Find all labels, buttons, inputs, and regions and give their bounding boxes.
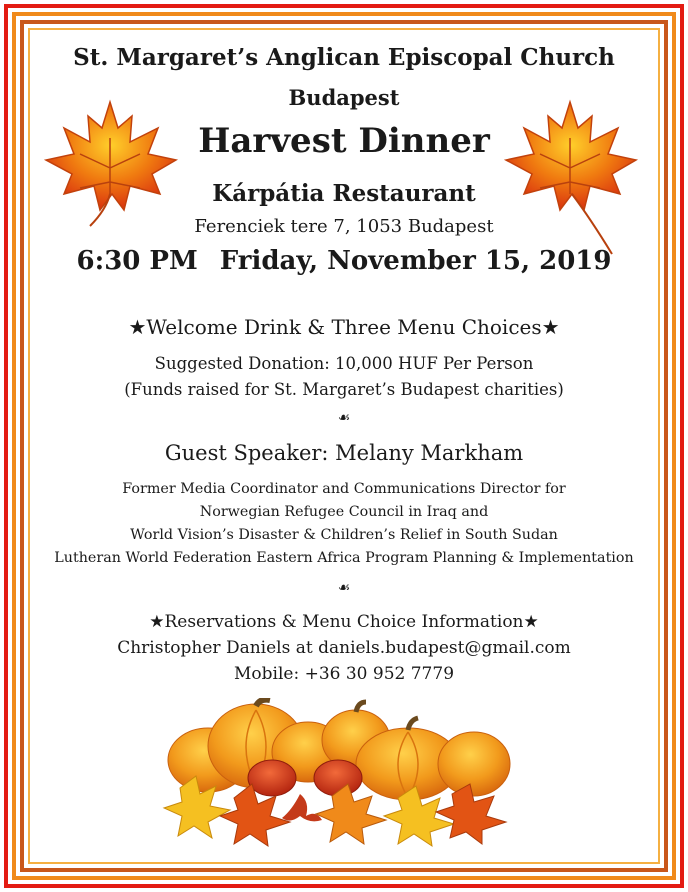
reservations-heading: ★Reservations & Menu Choice Information★ xyxy=(149,612,539,632)
church-name: St. Margaret’s Anglican Episcopal Church xyxy=(73,44,615,71)
funds-line: (Funds raised for St. Margaret’s Budapest charities) xyxy=(124,380,564,399)
speaker-bio-line: World Vision’s Disaster & Children’s Relief in South Sudan xyxy=(130,527,558,543)
mobile-line: Mobile: +36 30 952 7779 xyxy=(233,664,455,684)
ornament-divider: ☙ xyxy=(337,580,351,596)
welcome-line: ★Welcome Drink & Three Menu Choices★ xyxy=(128,315,560,339)
guest-speaker: Guest Speaker: Melany Markham xyxy=(164,441,524,465)
venue-name: Kárpátia Restaurant xyxy=(212,180,476,207)
venue-address: Ferenciek tere 7, 1053 Budapest xyxy=(194,216,494,237)
event-time: 6:30 PM xyxy=(76,246,198,276)
speaker-bio-line: Lutheran World Federation Eastern Africa Program Planning & Implementation xyxy=(54,550,634,566)
ornament-divider: ☙ xyxy=(337,410,351,426)
donation-line: Suggested Donation: 10,000 HUF Per Person xyxy=(154,354,534,373)
contact-line: Christopher Daniels at daniels.budapest@gmail.com xyxy=(117,638,571,658)
event-date: Friday, November 15, 2019 xyxy=(219,246,612,276)
event-datetime xyxy=(0,246,688,276)
speaker-bio-line: Norwegian Refugee Council in Iraq and xyxy=(199,504,489,520)
event-title: Harvest Dinner xyxy=(198,121,490,161)
speaker-bio-line: Former Media Coordinator and Communications Director for xyxy=(122,481,566,497)
church-city: Budapest xyxy=(288,85,400,110)
maple-leaf-icon xyxy=(40,98,180,230)
pumpkin-harvest-illustration xyxy=(160,698,520,848)
